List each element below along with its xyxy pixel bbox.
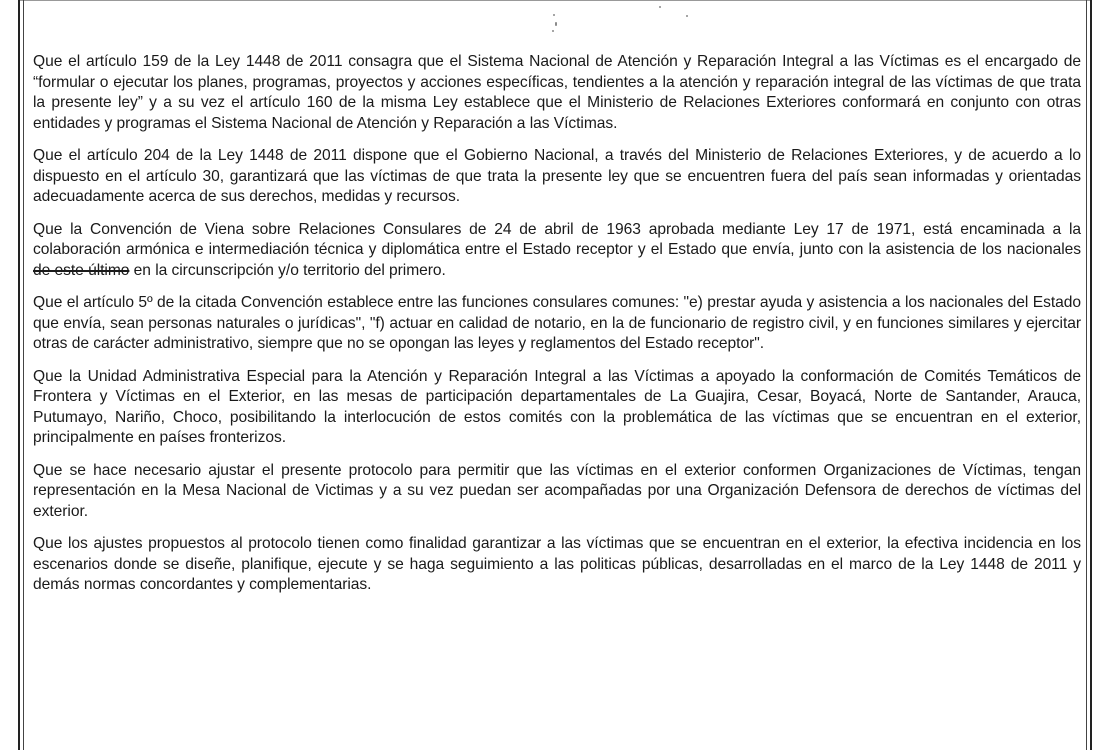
- paragraph-art-159: Que el artículo 159 de la Ley 1448 de 2011 consagra que el Sistema Nacional de Atención y Reparación Integral a las Víctimas es el encargado de “formular o ejecutar los planes, programas, proyectos y acciones específicas, tendientes a la atención y reparación integral de las víctimas de que trata la presente ley” y a su vez el artículo 160 de la misma Ley establece que el Ministerio de Relaciones Exteriores conformará en conjunto con otras entidades y programas el Sistema Nacional de Atención y Reparación a las Víctimas.: [33, 53, 1081, 132]
- scan-speck: [552, 30, 554, 32]
- paragraph-art-204: Que el artículo 204 de la Ley 1448 de 2011 dispone que el Gobierno Nacional, a través del Ministerio de Relaciones Exteriores, y de acuerdo a lo dispuesto en el artículo 30, garantizará que las víctimas de que trata la presente ley que se encuentren fuera del país sean informadas y orientadas adecuadamente acerca de sus derechos, medidas y recursos.: [33, 147, 1081, 205]
- paragraph-art-5: Que el artículo 5º de la citada Convención establece entre las funciones consulares comunes: "e) prestar ayuda y asistencia a los nacionales del Estado que envía, sean personas naturales o jurídicas", "f) actuar en calidad de notario, en la de funcionario de registro civil, y en funciones similares y ejercitar otras de carácter administrativo, siempre que no se opongan las leyes y reglamentos del Estado receptor".: [33, 294, 1081, 352]
- scan-speck: [686, 15, 688, 17]
- paragraph-ajuste-protocolo: Que se hace necesario ajustar el presente protocolo para permitir que las víctimas en el exterior conformen Organizaciones de Víctimas, tengan representación en la Mesa Nacional de Victimas y a su vez puedan ser acompañadas por una Organización Defensora de derechos de víctimas del exterior.: [33, 461, 1081, 520]
- left-border-inner: [23, 0, 24, 750]
- right-border-outer: [1090, 0, 1092, 750]
- left-border-outer: [18, 0, 20, 750]
- paragraph-convencion-viena: [33, 220, 1081, 282]
- struck-through-text: de este último: [33, 261, 130, 279]
- paragraph-text: en la circunscripción y/o territorio del primero.: [129, 261, 446, 279]
- scan-speck: [553, 14, 555, 16]
- paragraph-finalidad: Que los ajustes propuestos al protocolo tienen como finalidad garantizar a las víctimas que se encuentran en el exterior, la efectiva incidencia en los escenarios donde se diseñe, planifique, ejecute y se haga seguimiento a las politicas públicas, desarrolladas en el marco de la Ley 1448 de 2011 y demás normas concordantes y complementarias.: [33, 535, 1081, 593]
- document-body: [33, 52, 1081, 608]
- scan-speck: [555, 22, 557, 26]
- top-rule: [18, 0, 1092, 1]
- scan-speck: [659, 6, 661, 8]
- paragraph-unidad-victimas: Que la Unidad Administrativa Especial para la Atención y Reparación Integral a las Víctimas a apoyado la conformación de Comités Temáticos de Frontera y Víctimas en el Exterior, en las mesas de participación departamentales de La Guajira, Cesar, Boyacá, Norte de Santander, Arauca, Putumayo, Nariño, Choco, posibilitando la interlocución de estos comités con la problemática de las víctimas que se encuentran en el exterior, principalmente en países fronterizos.: [33, 367, 1081, 446]
- right-border-inner: [1086, 0, 1087, 750]
- paragraph-text: Que la Convención de Viena sobre Relaciones Consulares de 24 de abril de 1963 aprobada mediante Ley 17 de 1971, está encaminada a la colaboración armónica e intermediación técnica y diplomática entre el Estado receptor y el Estado que envía, junto con la asistencia de los nacionales: [33, 220, 1081, 258]
